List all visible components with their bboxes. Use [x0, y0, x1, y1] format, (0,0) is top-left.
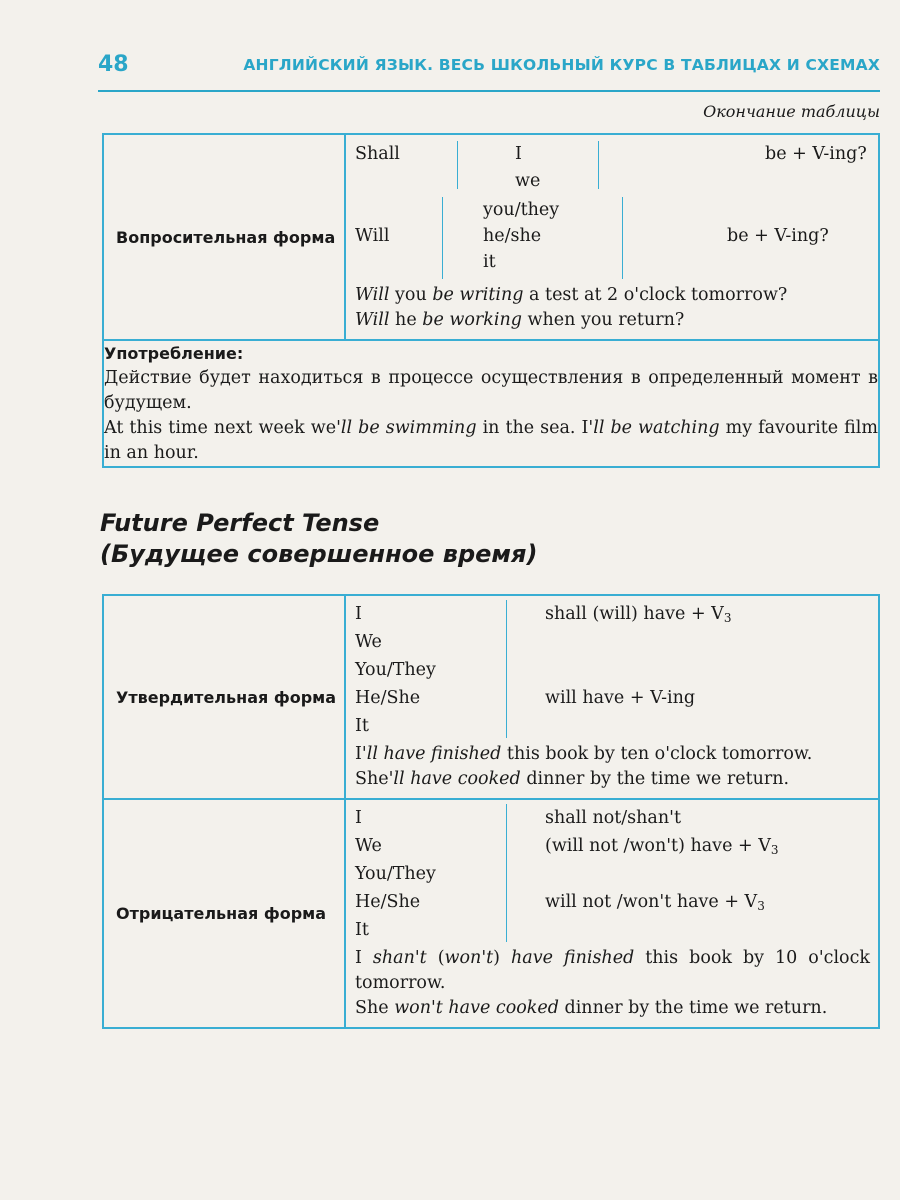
usage-heading: Употребление:: [104, 344, 244, 363]
negative-form-label: Отрицательная форма: [103, 799, 345, 1028]
shall-aux: Shall: [355, 144, 400, 164]
affirmative-form-content: [345, 595, 879, 799]
shall-subjects: I we: [515, 144, 541, 191]
affirmative-example-1: I'll have finished this book by ten o'clock tomorrow.: [355, 744, 813, 764]
affirmative-verbs: shall (will) have + $V_3$ will have + V-ing: [545, 604, 732, 708]
usage-text: Действие будет находиться в процессе осуществления в определенный момент в будущем.: [104, 368, 878, 413]
affirmative-example-2: She'll have cooked dinner by the time we return.: [355, 769, 790, 789]
affirmative-form-label: Утвердительная форма: [103, 595, 345, 799]
continuous-tense-table: [102, 133, 880, 468]
affirmative-conjugation: [346, 596, 878, 740]
question-example-1: Will you be writing a test at 2 o'clock tomorrow?: [355, 285, 788, 305]
negative-verbs: shall not/shan't (will not /won't) have + $V_3$ will not /won't have + $V_3$: [545, 808, 779, 913]
question-form-row: [103, 134, 879, 340]
usage-row: [103, 340, 879, 467]
negative-subjects: I We You/They He/She It: [355, 808, 436, 940]
shall-verb: be + V-ing?: [765, 144, 867, 164]
future-perfect-table: [102, 594, 880, 1029]
will-subjects: you/they he/she it: [483, 200, 560, 272]
question-form-label: Вопросительная форма: [103, 134, 345, 340]
page-header: [98, 50, 880, 92]
section-title-line-2: (Будущее совершенное время): [100, 540, 538, 568]
usage-example: At this time next week we'll be swimming in the sea. I'll be watching my favourite film in an hour.: [104, 418, 878, 463]
affirmative-form-row: [103, 595, 879, 799]
negative-example-2: She won't have cooked dinner by the time we return.: [355, 998, 828, 1018]
question-form-content: [345, 134, 879, 340]
affirmative-subjects: I We You/They He/She It: [355, 604, 436, 736]
question-example-2: Will he be working when you return?: [355, 310, 685, 330]
page-number: 48: [98, 52, 129, 77]
negative-example-1: I shan't (won't) have finished this book by 10 o'clock tomorrow.: [355, 948, 870, 993]
negative-conjugation: [346, 800, 878, 944]
negative-form-content: [345, 799, 879, 1028]
question-examples: [346, 283, 878, 339]
will-row: [346, 193, 878, 283]
table-continuation-caption: Окончание таблицы: [703, 102, 880, 121]
usage-cell: [103, 340, 879, 467]
will-verb: be + V-ing?: [727, 226, 829, 246]
shall-row: [346, 135, 878, 193]
negative-examples: [346, 944, 878, 1027]
section-title: [100, 508, 537, 570]
negative-form-row: [103, 799, 879, 1028]
running-title: АНГЛИЙСКИЙ ЯЗЫК. ВЕСЬ ШКОЛЬНЫЙ КУРС В ТАБЛИЦАХ И СХЕМАХ: [243, 56, 880, 74]
affirmative-examples: [346, 740, 878, 798]
will-aux: Will: [355, 226, 390, 246]
section-title-line-1: Future Perfect Tense: [100, 509, 380, 537]
